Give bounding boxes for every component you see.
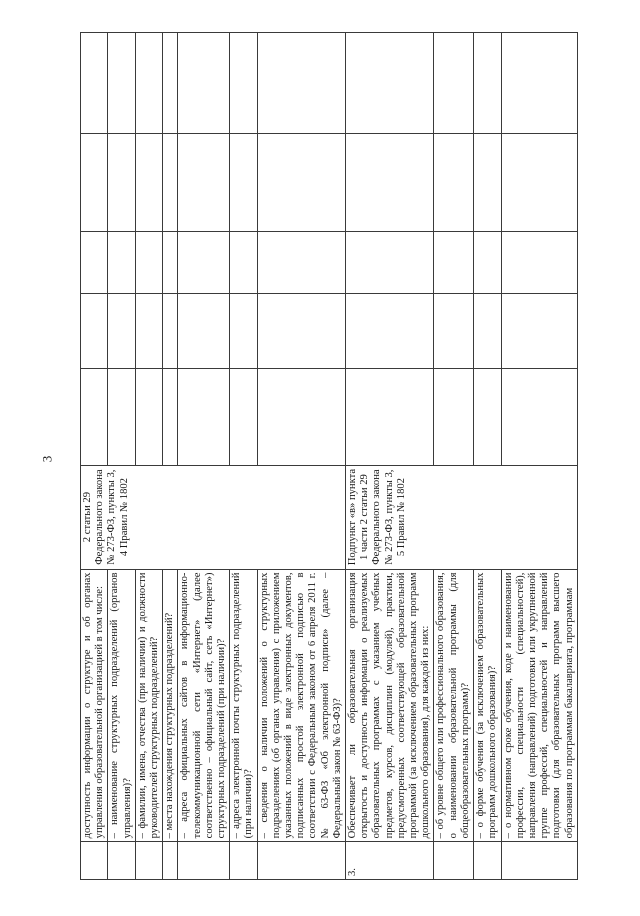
table-row xyxy=(257,33,345,880)
question-cell: – наименование структурных подразделений (органов управления)? xyxy=(108,569,135,842)
question-cell: – адреса электронной почты структурных подразделений (при наличии)? xyxy=(230,569,257,842)
table-row xyxy=(178,33,230,880)
table-row xyxy=(135,33,162,880)
row-number xyxy=(230,842,257,880)
row-number xyxy=(501,842,577,880)
row-number xyxy=(178,842,230,880)
page-number: 3 xyxy=(39,455,55,463)
answer-cell xyxy=(81,368,108,465)
question-cell: – фамилии, имена, отчества (при наличии) и должности руководителей структурных подразделений? xyxy=(135,569,162,842)
checklist-table xyxy=(80,32,578,880)
question-cell: Обеспечивает ли образовательная организация открытость и доступность информации о реализуемых образовательных программах с указанием учебных предметов, курсов, дисциплин (модулей), практики, предусмотренных соответствующей образовательной программой (за исключением образовательных программ дошкольного образования), для каждой из них: xyxy=(346,569,434,842)
legal-ref-cell: 2 статьи 29 Федерального закона № 273-ФЗ, пункты 3, 4 Правил № 1802 xyxy=(81,465,346,569)
table-row xyxy=(163,33,178,880)
row-number xyxy=(434,842,474,880)
row-number xyxy=(81,842,108,880)
answer-cell xyxy=(81,231,108,294)
table-row xyxy=(346,33,434,880)
question-cell: – сведения о наличии положений о структурных подразделениях (об органах управления) с приложением указанных положений в виде электронных документов, подписанных простой электронной подписью в соответствии с Федеральным законом от 6 апреля 2011 г. № 63-ФЗ «Об электронной подписи» (далее – Федеральный закон № 63-ФЗ)? xyxy=(257,569,345,842)
question-cell: доступность информации о структуре и об органах управления образовательной организацией в том числе: xyxy=(81,569,108,842)
row-number xyxy=(474,842,501,880)
row-number xyxy=(135,842,162,880)
answer-cell xyxy=(81,294,108,368)
question-cell: – об уровне общего или профессионального образования, о наименовании образовательной программы (для общеобразовательных программ)? xyxy=(434,569,474,842)
question-cell: – о нормативном сроке обучения, коде и наименовании профессии, специальности (специальностей), направления (направлений) подготовки или укрупненной группе профессий, специальностей и направлений подготовки (для образовательных программ высшего образования по программам бакалавриата, программам xyxy=(501,569,577,842)
table-row xyxy=(501,33,577,880)
row-number: 3. xyxy=(346,842,434,880)
rotated-page xyxy=(80,32,585,880)
question-cell: – о форме обучения (за исключением образовательных программ дошкольного образования)? xyxy=(474,569,501,842)
row-number xyxy=(257,842,345,880)
table-row xyxy=(81,33,108,880)
answer-cell xyxy=(81,133,108,231)
question-cell: – места нахождения структурных подразделений? xyxy=(163,569,178,842)
row-number xyxy=(108,842,135,880)
table-row xyxy=(434,33,474,880)
legal-ref-cell: Подпункт «в» пункта 1 части 2 статьи 29 Федерального закона № 273-ФЗ, пункты 3, 5 Правил № 1802 xyxy=(346,465,578,569)
table-row xyxy=(230,33,257,880)
answer-cell xyxy=(81,33,108,134)
table-row xyxy=(474,33,501,880)
question-cell: – адреса официальных сайтов в информационно-телекоммуникационной сети «Интернет» (далее соответственно – официальный сайт, сеть «Интернет») структурных подразделений (при наличии)? xyxy=(178,569,230,842)
row-number xyxy=(163,842,178,880)
table-row xyxy=(108,33,135,880)
